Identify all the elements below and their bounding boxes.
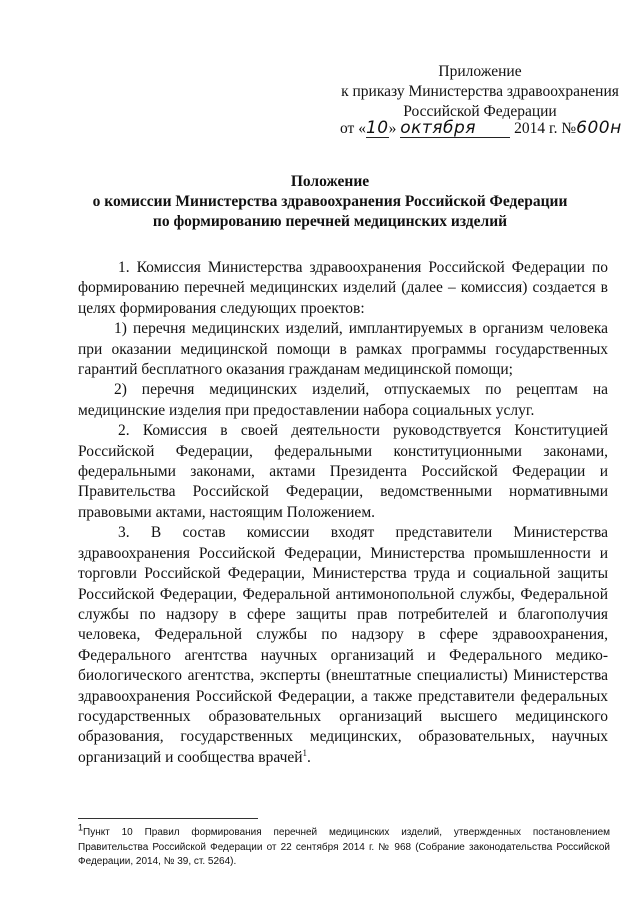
order-authority: Российской Федерации <box>403 103 557 120</box>
year-text: 2014 г. № <box>514 120 577 137</box>
paragraph-3 <box>78 523 608 768</box>
date-prefix: от « <box>340 120 366 137</box>
handwritten-day: 10 <box>365 118 389 138</box>
footnote-text: Пункт 10 Правил формирования перечней медицинских изделий, утвержденных постановлением Правительства Российской Федерации от 22 сентября 2014 г. № 968 (Собрание законодательства Российской Федерации, 2014, № 39, ст. 5264). <box>78 827 610 867</box>
title-line-1: Положение <box>290 173 370 190</box>
title-line-3: по формированию перечней медицинских изделий <box>152 213 508 230</box>
paragraph-1-item-1: 1) перечня медицинских изделий, имплантируемых в организм человека при оказании медицинской помощи в рамках программы государственных гарантий бесплатного оказания гражданам медицинской помощи; <box>78 320 608 379</box>
order-date-line <box>340 118 630 138</box>
document-body <box>78 258 608 768</box>
footnote-reference[interactable]: 1 <box>302 747 308 758</box>
appendix-label: Приложение <box>438 63 522 80</box>
title-line-2: о комиссии Министерства здравоохранения Российской Федерации <box>92 193 568 210</box>
paragraph-3-text: 3. В состав комиссии входят представители Министерства здравоохранения Российской Федерации, Министерства промышленности и торговли Российской Федерации, Министерства труда и социальной защиты Российской Федерации, Федеральной антимонопольной службы, Федеральной службы по надзору в сфере защиты прав потребителей и благополучия человека, Федеральной службы по надзору в сфере здравоохранения, Федерального агентства научных организаций и Федерального медико-биологического агентства, эксперты (внештатные специалисты) Министерства здравоохранения Российской Федерации, а также представители федеральных государственных образовательных организаций высшего медицинского образования, государственных медицинских, образовательных, научных организаций и сообщества врачей <box>78 524 608 766</box>
footnote <box>78 822 610 870</box>
footnote-mark: 1 <box>78 822 84 833</box>
paragraph-3-end: . <box>307 748 311 766</box>
paragraph-2: 2. Комиссия в своей деятельности руководствуется Конституцией Российской Федерации, федеральными конституционными законами, федеральными законами, актами Президента Российской Федерации и Правительства Российской Федерации, ведомственными нормативными правовыми актами, настоящим Положением. <box>78 422 608 521</box>
paragraph-1: 1. Комиссия Министерства здравоохранения Российской Федерации по формированию перечней медицинских изделий (далее – комиссия) создается в целях формирования следующих проектов: <box>78 259 608 317</box>
paragraph-1-item-2: 2) перечня медицинских изделий, отпускаемых по рецептам на медицинские изделия при предоставлении набора социальных услуг. <box>78 381 608 419</box>
order-reference: к приказу Министерства здравоохранения <box>341 83 619 100</box>
footnote-divider <box>78 818 258 819</box>
date-mid: » <box>388 120 397 137</box>
handwritten-number: 600н <box>576 118 622 138</box>
appendix-header <box>330 62 630 122</box>
handwritten-month: октября <box>400 119 510 138</box>
document-title <box>60 172 600 232</box>
